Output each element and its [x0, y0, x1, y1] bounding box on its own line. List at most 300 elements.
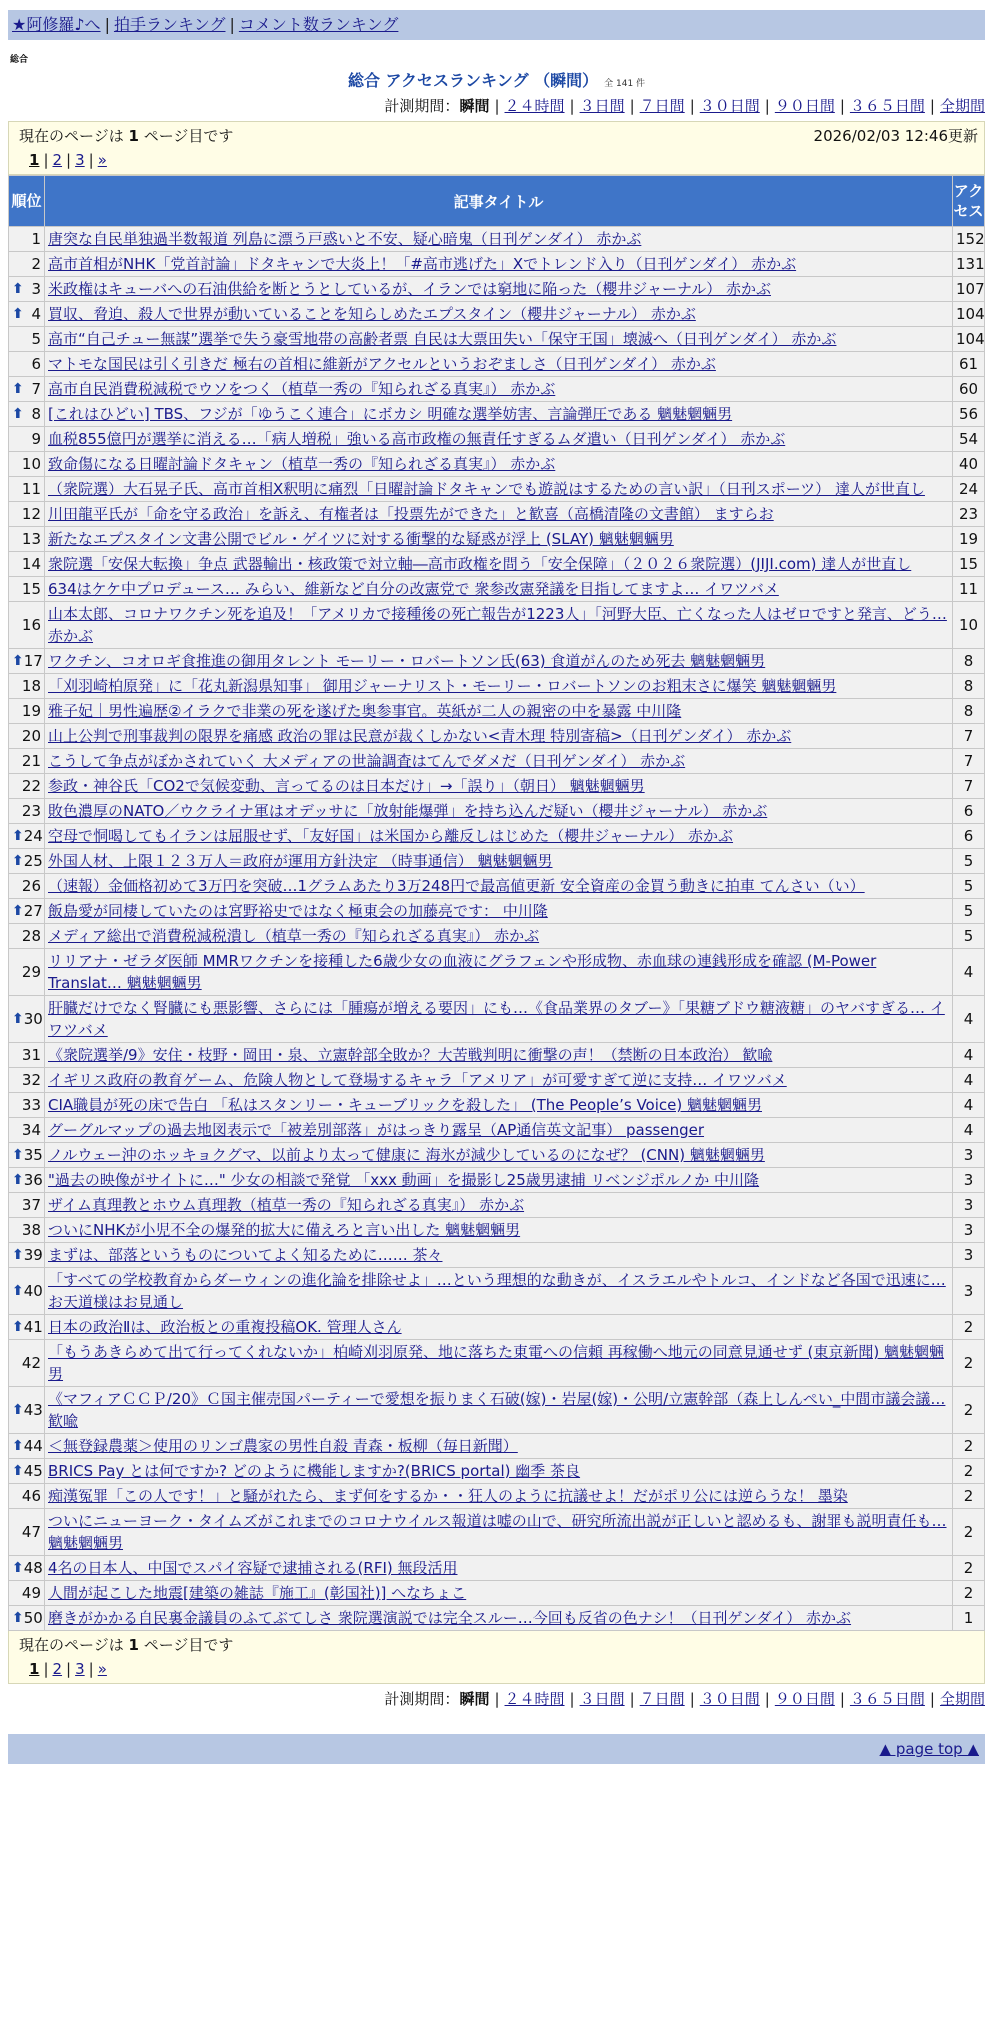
access-count: 3: [953, 1218, 985, 1243]
rank-cell: [9, 874, 45, 899]
rank-up-arrow-icon: ⬆: [12, 1172, 24, 1188]
access-count: 2: [953, 1484, 985, 1509]
article-link[interactable]: 高市“自己チュー無謀”選挙で失う豪雪地帯の高齢者票 自民は大票田失い「保守王国」壊滅へ（日刊ゲンダイ） 赤かぶ: [48, 330, 837, 348]
rank-cell: [9, 552, 45, 577]
applause-ranking-link[interactable]: 拍手ランキング: [113, 15, 226, 34]
period-link[interactable]: ３６５日間: [849, 97, 925, 115]
rank-cell: [9, 1459, 45, 1484]
rank-number: 10: [21, 455, 41, 473]
article-link[interactable]: 634はケケ中プロデュース… みらい、維新など自分の改憲党で 衆参改憲発議を目指してますよ… イワツバメ: [48, 580, 779, 598]
rank-number: 36: [23, 1171, 43, 1189]
page-title: 総合 アクセスランキング （瞬間）: [347, 71, 599, 90]
access-count: 2: [953, 1581, 985, 1606]
article-link[interactable]: 4名の日本人、中国でスパイ容疑で逮捕される(RFI) 無段活用: [48, 1559, 458, 1577]
title-cell: [45, 577, 953, 602]
access-count: 2: [953, 1509, 985, 1556]
access-count: 19: [953, 527, 985, 552]
access-count: 3: [953, 1243, 985, 1268]
title-cell: [45, 477, 953, 502]
article-link[interactable]: ノルウェー沖のホッキョクグマ、以前より太って健康に 海氷が減少しているのになぜ？ (CNN) 魑魅魍魎男: [48, 1146, 765, 1164]
access-count: 2: [953, 1387, 985, 1434]
title-cell: [45, 1068, 953, 1093]
rank-up-arrow-icon: ⬆: [12, 381, 24, 397]
title-cell: [45, 277, 953, 302]
access-count: 8: [953, 699, 985, 724]
rank-number: 19: [21, 702, 41, 720]
table-row: [9, 1193, 985, 1218]
rank-number: 39: [23, 1246, 43, 1264]
top-nav: [8, 10, 985, 40]
header-access: アクセス: [953, 176, 985, 227]
nav-separator: |: [104, 15, 110, 34]
rank-cell: [9, 527, 45, 552]
article-link[interactable]: 外国人材、上限１２３万人＝政府が運用方針決定 （時事通信） 魑魅魍魎男: [48, 852, 553, 870]
article-link[interactable]: ザイム真理教とホウム真理教（植草一秀の『知られざる真実』） 赤かぶ: [48, 1196, 525, 1214]
rank-number: 4: [31, 305, 41, 323]
table-row: [9, 749, 985, 774]
table-row: [9, 602, 985, 649]
title-cell: [45, 1459, 953, 1484]
period-separator: |: [929, 97, 935, 115]
access-count: 54: [953, 427, 985, 452]
access-count: 8: [953, 649, 985, 674]
pager-separator: |: [88, 151, 94, 169]
access-count: 5: [953, 924, 985, 949]
period-separator: |: [629, 97, 635, 115]
pager-separator: |: [66, 1660, 72, 1678]
pager-separator: |: [43, 1660, 49, 1678]
access-count: 4: [953, 996, 985, 1043]
rank-number: 22: [21, 777, 41, 795]
rank-number: 28: [21, 927, 41, 945]
title-cell: [45, 1268, 953, 1315]
rank-up-arrow-icon: ⬆: [12, 1463, 24, 1479]
pager-link[interactable]: 2: [52, 1660, 63, 1678]
rank-cell: [9, 252, 45, 277]
rank-number: 47: [21, 1523, 41, 1541]
rank-cell: [9, 1168, 45, 1193]
rank-up-arrow-icon: ⬆: [12, 828, 24, 844]
title-cell: [45, 1093, 953, 1118]
rank-number: 49: [21, 1584, 41, 1602]
header-rank: 順位: [9, 176, 45, 227]
category-label: 総合: [10, 55, 29, 65]
article-link[interactable]: （衆院選）大石晃子氏、高市首相X釈明に痛烈「日曜討論ドタキャンでも遊説はするための言い訳」（日刊スポーツ） 達人が世直し: [48, 480, 925, 498]
rank-cell: [9, 1068, 45, 1093]
rank-cell: [9, 1143, 45, 1168]
access-count: 1: [953, 1606, 985, 1631]
title-cell: [45, 749, 953, 774]
access-count: 60: [953, 377, 985, 402]
rank-number: 21: [21, 752, 41, 770]
access-count: 2: [953, 1315, 985, 1340]
period-link[interactable]: ３０日間: [699, 1690, 760, 1708]
rank-number: 32: [21, 1071, 41, 1089]
period-link[interactable]: ２４時間: [504, 1690, 565, 1708]
rank-number: 12: [21, 505, 41, 523]
access-count: 6: [953, 824, 985, 849]
rank-cell: [9, 1606, 45, 1631]
page-info-top: [8, 121, 985, 175]
table-row: [9, 277, 985, 302]
rank-number: 14: [21, 555, 41, 573]
article-link[interactable]: 米政権はキューバへの石油供給を断とうとしているが、イランでは窮地に陥った（櫻井ジャーナル） 赤かぶ: [48, 280, 771, 298]
rank-number: 18: [21, 677, 41, 695]
rank-cell: [9, 1243, 45, 1268]
rank-up-arrow-icon: ⬆: [12, 853, 24, 869]
article-link[interactable]: 新たなエプスタイン文書公開でビル・ゲイツに対する衝撃的な疑惑が浮上 (SLAY) 魑魅魍魎男: [48, 530, 674, 548]
rank-number: 27: [23, 902, 43, 920]
rank-up-arrow-icon: ⬆: [12, 1319, 24, 1335]
rank-cell: [9, 502, 45, 527]
title-cell: [45, 1043, 953, 1068]
table-row: [9, 552, 985, 577]
period-link[interactable]: ７日間: [639, 1690, 685, 1708]
title-cell: [45, 949, 953, 996]
rank-number: 1: [31, 230, 41, 248]
rank-cell: [9, 674, 45, 699]
period-label: 計測期間：: [384, 97, 460, 115]
article-link[interactable]: こうして争点がぼかされていく 大メディアの世論調査はてんでダメだ（日刊ゲンダイ） 赤かぶ: [48, 752, 686, 770]
access-count: 4: [953, 1093, 985, 1118]
pager-bottom: [19, 1657, 978, 1683]
rank-number: 2: [31, 255, 41, 273]
article-link[interactable]: 空母で恫喝してもイランは屈服せず、「友好国」は米国から離反しはじめた（櫻井ジャーナル） 赤かぶ: [48, 827, 734, 845]
rank-up-arrow-icon: ⬆: [12, 306, 24, 322]
rank-cell: [9, 377, 45, 402]
rank-up-arrow-icon: ⬆: [12, 281, 24, 297]
rank-up-arrow-icon: ⬆: [12, 1283, 24, 1299]
access-count: 3: [953, 1143, 985, 1168]
table-row: [9, 302, 985, 327]
article-link[interactable]: 人間が起こした地震[建築の雑誌『施工』(彰国社)] へなちょこ: [48, 1584, 467, 1602]
pager-link[interactable]: 2: [52, 151, 63, 169]
article-link[interactable]: 衆院選「安保大転換」争点 武器輸出・核政策で対立軸―高市政権を問う「安全保障」（２０２６衆院選）(JIJI.com) 達人が世直し: [48, 555, 912, 573]
period-separator: |: [689, 1690, 695, 1708]
rank-cell: [9, 302, 45, 327]
access-count: 7: [953, 749, 985, 774]
title-cell: [45, 649, 953, 674]
table-row: [9, 996, 985, 1043]
rank-number: 13: [21, 530, 41, 548]
rank-number: 7: [31, 380, 41, 398]
rank-number: 41: [23, 1318, 43, 1336]
rank-up-arrow-icon: ⬆: [12, 1438, 24, 1454]
period-separator: |: [494, 1690, 500, 1708]
rank-number: 38: [21, 1221, 41, 1239]
title-cell: [45, 1606, 953, 1631]
table-row: [9, 1168, 985, 1193]
article-link[interactable]: 痴漢冤罪「この人です！」と騒がれたら、まず何をするか・・狂人のように抗議せよ！だがポリ公には逆らうな！ 墨染: [48, 1487, 848, 1505]
period-link[interactable]: ３０日間: [699, 97, 760, 115]
period-link[interactable]: 全期間: [939, 1690, 985, 1708]
access-count: 2: [953, 1434, 985, 1459]
title-cell: [45, 227, 953, 252]
rank-cell: [9, 924, 45, 949]
period-selector-bottom: [8, 1688, 985, 1710]
table-row: [9, 824, 985, 849]
pager-next-link[interactable]: »: [97, 1660, 107, 1678]
title-cell: [45, 527, 953, 552]
rank-number: 11: [21, 480, 41, 498]
title-cell: [45, 1315, 953, 1340]
access-count: 11: [953, 577, 985, 602]
table-row: [9, 1484, 985, 1509]
rank-cell: [9, 427, 45, 452]
table-row: [9, 874, 985, 899]
rank-number: 9: [31, 430, 41, 448]
rank-number: 40: [23, 1282, 43, 1300]
access-count: 6: [953, 799, 985, 824]
access-count: 7: [953, 774, 985, 799]
rank-number: 25: [23, 852, 43, 870]
table-row: [9, 1243, 985, 1268]
article-link[interactable]: 山上公判で刑事裁判の限界を痛感 政治の罪は民意が裁くしかない<青木理 特別寄稿>（日刊ゲンダイ） 赤かぶ: [48, 727, 792, 745]
period-separator: |: [764, 1690, 770, 1708]
rank-cell: [9, 899, 45, 924]
article-link[interactable]: 高市自民消費税減税でウソをつく（植草一秀の『知られざる真実』） 赤かぶ: [48, 380, 556, 398]
period-separator: |: [929, 1690, 935, 1708]
article-link[interactable]: 「もうあきらめて出て行ってくれないか」柏崎刈羽原発、地に落ちた東電への信頼 再稼働へ地元の同意見通せず (東京新聞) 魑魅魍魎男: [48, 1343, 945, 1383]
article-link[interactable]: メディア総出で消費税減税潰し（植草一秀の『知られざる真実』） 赤かぶ: [48, 927, 540, 945]
rank-cell: [9, 352, 45, 377]
pager-top: [19, 148, 978, 174]
table-row: [9, 577, 985, 602]
table-row: [9, 849, 985, 874]
rank-number: 46: [21, 1487, 41, 1505]
page-top-link[interactable]: ▲ page top ▲: [879, 1740, 979, 1758]
access-count: 4: [953, 1068, 985, 1093]
rank-cell: [9, 1118, 45, 1143]
rank-up-arrow-icon: ⬆: [12, 1011, 24, 1027]
footer-bar: [8, 1734, 985, 1764]
access-count: 2: [953, 1556, 985, 1581]
access-count: 4: [953, 1118, 985, 1143]
rank-number: 44: [23, 1437, 43, 1455]
article-link[interactable]: 雅子妃｜男性遍歴②イラクで非業の死を遂げた奥参事官。英紙が二人の親密の中を暴露 中川隆: [48, 702, 682, 720]
article-link[interactable]: 「すべての学校教育からダーウィンの進化論を排除せよ」…という理想的な動きが、イスラエルやトルコ、インドなど各国で迅速に… お天道様はお見通し: [48, 1271, 946, 1311]
access-count: 3: [953, 1193, 985, 1218]
table-row: [9, 427, 985, 452]
nav-separator: |: [229, 15, 235, 34]
rank-cell: [9, 1484, 45, 1509]
article-link[interactable]: 日本の政治Ⅱは、政治板との重複投稿OK. 管理人さん: [48, 1318, 402, 1336]
rank-number: 3: [31, 280, 41, 298]
period-current: 瞬間: [459, 1690, 490, 1708]
rank-number: 20: [21, 727, 41, 745]
pager-current: 1: [29, 1660, 40, 1678]
pager-link[interactable]: 3: [75, 1660, 85, 1678]
title-cell: [45, 252, 953, 277]
table-row: [9, 1387, 985, 1434]
article-link[interactable]: 磨きがかかる自民裏金議員のふてぶてしさ 衆院選演説では完全スルー…今回も反省の色ナシ！（日刊ゲンダイ） 赤かぶ: [48, 1609, 852, 1627]
rank-up-arrow-icon: ⬆: [12, 1610, 24, 1626]
header-title: 記事タイトル: [45, 176, 953, 227]
article-link[interactable]: ついにNHKが小児不全の爆発的拡大に備えろと言い出した 魑魅魍魎男: [48, 1221, 521, 1239]
period-separator: |: [494, 97, 500, 115]
table-row: [9, 502, 985, 527]
article-link[interactable]: 《マフィアＣＣＰ/20》Ｃ国主催売国パーティーで愛想を振りまく石破(嫁)・岩屋(嫁)・公明/立憲幹部（森上しんぺい_中間市議会議… 歓喩: [48, 1390, 946, 1430]
table-row: [9, 1093, 985, 1118]
table-row: [9, 774, 985, 799]
period-link[interactable]: ３日間: [579, 97, 625, 115]
rank-cell: [9, 649, 45, 674]
current-page-text: 現在のページは 1 ページ目です: [19, 127, 234, 145]
table-row: [9, 799, 985, 824]
article-link[interactable]: 唐突な自民単独過半数報道 列島に漂う戸惑いと不安、疑心暗鬼（日刊ゲンダイ） 赤かぶ: [48, 230, 642, 248]
article-link[interactable]: 川田龍平氏が「命を守る政治」を訴え、有権者は「投票先ができた」と歓喜（高橋清隆の文書館） ますらお: [48, 505, 774, 523]
article-link[interactable]: CIA職員が死の床で告白 「私はスタンリー・キューブリックを殺した」 (The People’s Voice) 魑魅魍魎男: [48, 1096, 762, 1114]
rank-cell: [9, 1043, 45, 1068]
rank-cell: [9, 1509, 45, 1556]
rank-cell: [9, 477, 45, 502]
period-link[interactable]: ９０日間: [774, 97, 835, 115]
rank-number: 42: [21, 1354, 41, 1372]
article-link[interactable]: 飯島愛が同棲していたのは宮野裕史ではなく極東会の加藤亮です： 中川隆: [48, 902, 548, 920]
rank-number: 45: [23, 1462, 43, 1480]
table-row: [9, 674, 985, 699]
article-link[interactable]: （速報）金価格初めて3万円を突破…1グラムあたり3万248円で最高値更新 安全資産の金買う動きに拍車 てんさい（い）: [48, 877, 865, 895]
rank-cell: [9, 799, 45, 824]
table-header: [9, 176, 985, 227]
ranking-body: [9, 227, 985, 1631]
pager-link[interactable]: 3: [75, 151, 85, 169]
pager-separator: |: [43, 151, 49, 169]
period-link[interactable]: ９０日間: [774, 1690, 835, 1708]
period-current: 瞬間: [459, 97, 490, 115]
period-link[interactable]: ２４時間: [504, 97, 565, 115]
rank-cell: [9, 1434, 45, 1459]
rank-up-arrow-icon: ⬆: [12, 1147, 24, 1163]
rank-cell: [9, 996, 45, 1043]
access-count: 5: [953, 874, 985, 899]
rank-cell: [9, 227, 45, 252]
access-count: 23: [953, 502, 985, 527]
access-count: 104: [953, 327, 985, 352]
article-link[interactable]: 買収、脅迫、殺人で世界が動いていることを知らしめたエプスタイン（櫻井ジャーナル） 赤かぶ: [48, 305, 696, 323]
article-link[interactable]: [これはひどい] TBS、フジが「ゆうこく連合」にボカシ 明確な選挙妨害、言論弾圧である 魑魅魍魎男: [48, 405, 733, 423]
access-count: 4: [953, 1043, 985, 1068]
rank-cell: [9, 1387, 45, 1434]
table-row: [9, 452, 985, 477]
title-cell: [45, 402, 953, 427]
article-link[interactable]: 致命傷になる日曜討論ドタキャン（植草一秀の『知られざる真実』） 赤かぶ: [48, 455, 556, 473]
access-count: 61: [953, 352, 985, 377]
article-link[interactable]: 血税855億円が選挙に消える…「病人増税」強いる高市政権の無責任すぎるムダ遣い（日刊ゲンダイ） 赤かぶ: [48, 430, 786, 448]
pager-separator: |: [88, 1660, 94, 1678]
access-count: 7: [953, 724, 985, 749]
period-separator: |: [569, 1690, 575, 1708]
article-link[interactable]: ついにニューヨーク・タイムズがこれまでのコロナウイルス報道は嘘の山で、研究所流出説が正しいと認めるも、謝罪も説明責任も… 魑魅魍魎男: [48, 1512, 947, 1552]
period-link[interactable]: ３日間: [579, 1690, 625, 1708]
table-row: [9, 924, 985, 949]
title-cell: [45, 1556, 953, 1581]
title-cell: [45, 874, 953, 899]
rank-cell: [9, 577, 45, 602]
rank-cell: [9, 1193, 45, 1218]
table-row: [9, 227, 985, 252]
title-cell: [45, 502, 953, 527]
article-link[interactable]: 《衆院選挙/9》安住・枝野・岡田・泉、立憲幹部全敗か？大苦戦判明に衝撃の声！（禁断の日本政治） 歓喩: [48, 1046, 773, 1064]
table-row: [9, 1459, 985, 1484]
access-count: 2: [953, 1459, 985, 1484]
article-link[interactable]: BRICS Pay とは何ですか? どのように機能しますか?(BRICS portal) 幽季 茶良: [48, 1462, 581, 1480]
article-link[interactable]: 参政・神谷氏「CO2で気候変動、言ってるのは日本だけ」→「誤り」（朝日） 魑魅魍魎男: [48, 777, 645, 795]
rank-number: 37: [21, 1196, 41, 1214]
article-link[interactable]: 敗色濃厚のNATO／ウクライナ軍はオデッサに「放射能爆弾」を持ち込んだ疑い（櫻井ジャーナル） 赤かぶ: [48, 802, 768, 820]
table-row: [9, 527, 985, 552]
table-row: [9, 402, 985, 427]
article-link[interactable]: リリアナ・ゼラダ医師 MMRワクチンを接種した6歳少女の血液にグラフェンや形成物、赤血球の連銭形成を確認 (M-Power Translat… 魑魅魍魎男: [48, 952, 877, 992]
title-cell: [45, 352, 953, 377]
current-page-text: 現在のページは 1 ページ目です: [19, 1636, 234, 1654]
article-link[interactable]: マトモな国民は引く引きだ 極右の首相に維新がアクセルというおぞましさ（日刊ゲンダイ） 赤かぶ: [48, 355, 716, 373]
period-link[interactable]: ７日間: [639, 97, 685, 115]
title-cell: [45, 1340, 953, 1387]
rank-cell: [9, 277, 45, 302]
page-title-row: [8, 68, 985, 91]
rank-number: 15: [21, 580, 41, 598]
title-cell: [45, 552, 953, 577]
rank-number: 23: [21, 802, 41, 820]
updated-timestamp: 2026/02/03 12:46更新: [813, 127, 978, 145]
access-count: 40: [953, 452, 985, 477]
article-link[interactable]: 肝臓だけでなく腎臓にも悪影響、さらには「腫瘍が増える要因」にも…《食品業界のタブー》「果糖ブドウ糖液糖」のヤバすぎる… イワツバメ: [48, 999, 945, 1039]
period-selector-top: [8, 95, 985, 117]
title-cell: [45, 1434, 953, 1459]
access-count: 3: [953, 1268, 985, 1315]
title-cell: [45, 1243, 953, 1268]
rank-number: 33: [21, 1096, 41, 1114]
rank-up-arrow-icon: ⬆: [12, 653, 24, 669]
asyura-link[interactable]: ★阿修羅♪へ: [12, 15, 101, 34]
article-link[interactable]: イギリス政府の教育ゲーム、危険人物として登場するキャラ「アメリア」が可愛すぎて逆に支持… イワツバメ: [48, 1071, 787, 1089]
article-link[interactable]: "過去の映像がサイトに…" 少女の相談で発覚 「xxx 動画」を撮影し25歳男逮捕 リベンジポルノか 中川隆: [48, 1171, 760, 1189]
title-cell: [45, 1218, 953, 1243]
rank-cell: [9, 402, 45, 427]
title-cell: [45, 774, 953, 799]
rank-cell: [9, 724, 45, 749]
access-count: 24: [953, 477, 985, 502]
article-link[interactable]: ＜無登録農薬＞使用のリンゴ農家の男性自殺 青森・板柳（毎日新聞）: [48, 1437, 518, 1455]
article-link[interactable]: 「刈羽崎柏原発」に「花丸新潟県知事」 御用ジャーナリスト・モーリー・ロバートソンのお粗末さに爆笑 魑魅魍魎男: [48, 677, 837, 695]
period-link[interactable]: 全期間: [939, 97, 985, 115]
period-link[interactable]: ３６５日間: [849, 1690, 925, 1708]
table-row: [9, 477, 985, 502]
rank-cell: [9, 1340, 45, 1387]
table-row: [9, 699, 985, 724]
table-row: [9, 1068, 985, 1093]
table-row: [9, 899, 985, 924]
access-count: 3: [953, 1168, 985, 1193]
table-row: [9, 1268, 985, 1315]
pager-next-link[interactable]: »: [97, 151, 107, 169]
rank-number: 35: [23, 1146, 43, 1164]
article-link[interactable]: グーグルマップの過去地図表示で「被差別部落」がはっきり露呈（AP通信英文記事） passenger: [48, 1121, 705, 1139]
title-cell: [45, 996, 953, 1043]
article-link[interactable]: ワクチン、コオロギ食推進の御用タレント モーリー・ロバートソン氏(63) 食道がんのため死去 魑魅魍魎男: [48, 652, 766, 670]
comment-ranking-link[interactable]: コメント数ランキング: [238, 15, 399, 34]
rank-number: 29: [21, 963, 41, 981]
article-link[interactable]: 高市首相がNHK「党首討論」ドタキャンで大炎上！「#高市逃げた」Xでトレンド入り（日刊ゲンダイ） 赤かぶ: [48, 255, 797, 273]
rank-cell: [9, 602, 45, 649]
table-row: [9, 1556, 985, 1581]
rank-number: 24: [23, 827, 43, 845]
article-link[interactable]: まずは、部落というものについてよく知るために…… 茶々: [48, 1246, 443, 1264]
access-count: 8: [953, 674, 985, 699]
table-row: [9, 1043, 985, 1068]
article-link[interactable]: 山本太郎、コロナワクチン死を追及！「アメリカで接種後の死亡報告が1223人」「河野大臣、亡くなった人はゼロですと発言、どう… 赤かぶ: [48, 605, 947, 645]
